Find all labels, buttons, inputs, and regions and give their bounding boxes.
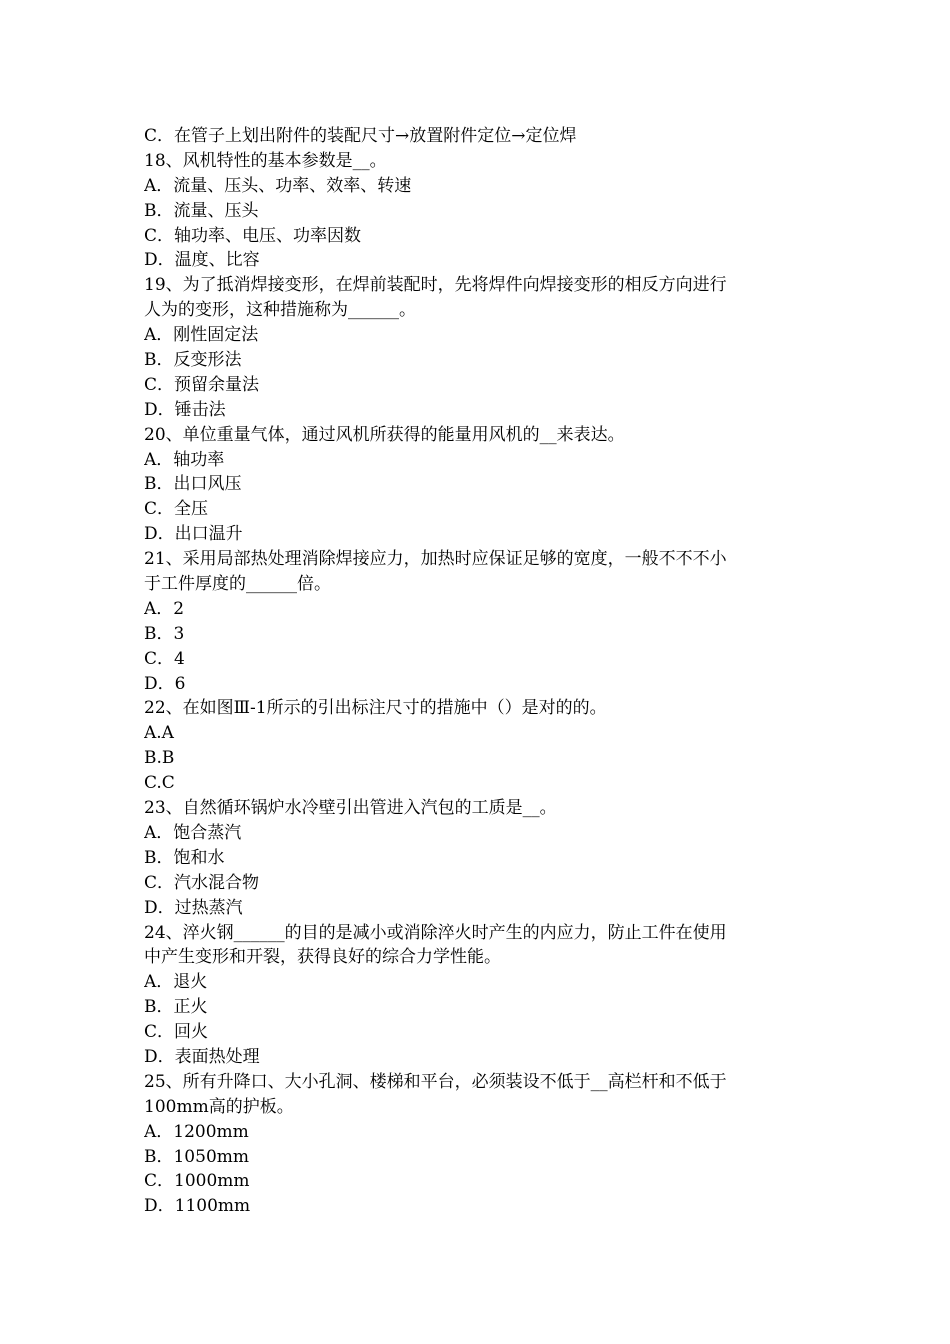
text-line: B．流量、压头 xyxy=(144,200,259,221)
text-line: D．表面热处理 xyxy=(144,1046,260,1067)
text-line: B．正火 xyxy=(144,997,208,1018)
text-line: 20、单位重量气体，通过风机所获得的能量用风机的__来表达。 xyxy=(144,424,625,445)
text-line: 人为的变形，这种措施称为______。 xyxy=(144,300,416,321)
text-line: C．4 xyxy=(144,648,185,669)
text-line: A．退火 xyxy=(144,972,208,993)
text-line: D．温度、比容 xyxy=(144,250,260,271)
text-line: 100mm高的护板。 xyxy=(144,1096,294,1117)
text-line: A．轴功率 xyxy=(144,449,225,470)
text-line: C．回火 xyxy=(144,1022,209,1043)
text-line: B．出口风压 xyxy=(144,474,242,495)
text-line: C．预留余量法 xyxy=(144,374,260,395)
text-line: B．3 xyxy=(144,623,185,644)
text-line: 于工件厚度的______倍。 xyxy=(144,574,331,595)
text-line: A．1200mm xyxy=(144,1121,249,1142)
text-line: C．汽水混合物 xyxy=(144,872,260,893)
text-line: 24、淬火钢______的目的是减小或消除淬火时产生的内应力，防止工件在使用 xyxy=(144,922,727,943)
text-line: 18、风机特性的基本参数是__。 xyxy=(144,150,387,171)
text-line: A．流量、压头、功率、效率、转速 xyxy=(144,175,412,196)
text-line: 25、所有升降口、大小孔洞、楼梯和平台，必须装设不低于__高栏杆和不低于 xyxy=(144,1071,727,1092)
text-line: C．在管子上划出附件的装配尺寸→放置附件定位→定位焊 xyxy=(144,126,577,146)
text-line: B．1050mm xyxy=(144,1146,249,1167)
text-line: D．锤击法 xyxy=(144,399,226,420)
text-line: D．出口温升 xyxy=(144,524,243,545)
text-line: 19、为了抵消焊接变形，在焊前装配时，先将焊件向焊接变形的相反方向进行 xyxy=(144,275,727,296)
text-line: B.B xyxy=(144,748,175,769)
text-line: 23、自然循环锅炉水冷壁引出管进入汽包的工质是__。 xyxy=(144,798,557,819)
text-line: A．2 xyxy=(144,598,185,619)
text-line: D．过热蒸汽 xyxy=(144,897,243,918)
text-line: C．全压 xyxy=(144,499,209,520)
text-line: C．1000mm xyxy=(144,1171,250,1192)
text-line: D．6 xyxy=(144,673,186,694)
document-body xyxy=(144,124,814,1219)
text-line: D．1100mm xyxy=(144,1196,251,1217)
text-line: C．轴功率、电压、功率因数 xyxy=(144,225,362,246)
text-line: A.A xyxy=(144,723,174,744)
text-line: 22、在如图Ⅲ-1所示的引出标注尺寸的措施中（）是对的的。 xyxy=(144,698,607,719)
text-line: B．饱和水 xyxy=(144,847,225,868)
text-line: C.C xyxy=(144,773,175,794)
text-line: A．饱合蒸汽 xyxy=(144,822,242,843)
text-line: B．反变形法 xyxy=(144,350,242,371)
text-line: 21、采用局部热处理消除焊接应力，加热时应保证足够的宽度，一般不不不小 xyxy=(144,549,727,570)
text-line: 中产生变形和开裂，获得良好的综合力学性能。 xyxy=(144,947,501,968)
text-line: A．刚性固定法 xyxy=(144,325,259,346)
